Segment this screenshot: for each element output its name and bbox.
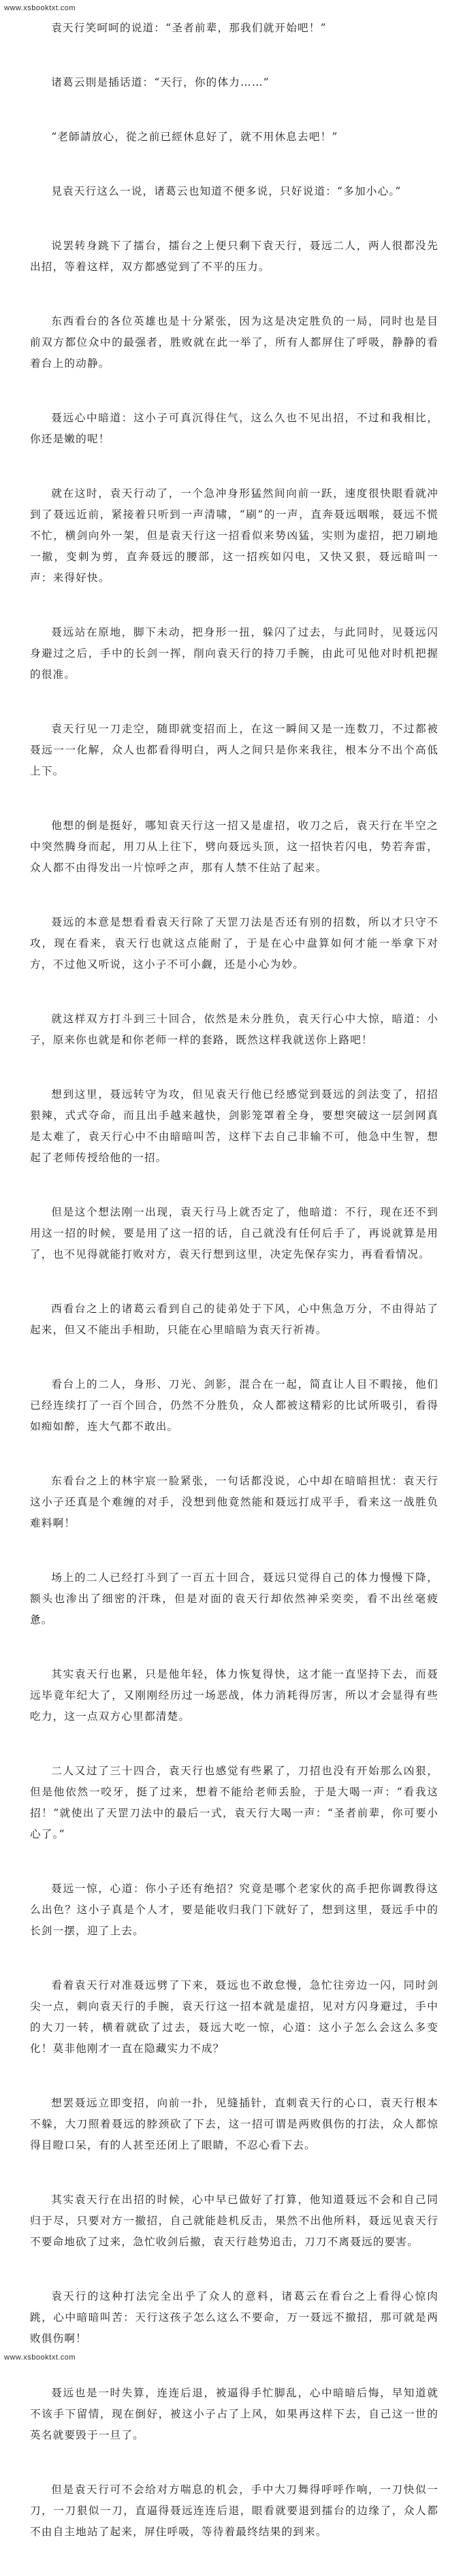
- paragraph: 就这样双方打斗到三十回合，依然是未分胜负，袁天行心中大惊，暗道：小子，原来你也就是和你老师一样的套路，既然这样我就送你上路吧！: [30, 1013, 438, 1046]
- paragraph: 说罢转身跳下了擂台，擂台之上便只剩下袁天行，聂远二人，两人很都没先出招，等着这样，双方都感觉到了不平的压力。: [30, 240, 438, 273]
- watermark-bottom: www.xsbooktxt.com: [4, 2353, 76, 2362]
- paragraph: 其实袁天行也累，只是他年轻，体力恢复得快，这才能一直坚持下去，而聂远毕竟年纪大了，又刚刚经历过一场恶战，体力消耗得厉害，所以才会显得有些吃力，这一点双方心里都清楚。: [30, 1668, 438, 1723]
- paragraph: 聂远的本意是想看看袁天行除了天罡刀法是否还有别的招数，所以才只守不攻，现在看来，袁天行也就这点能耐了，于是在心中盘算如何才能一举拿下对方，不过他又听说，这小子不可小觑，还是小心为妙。: [30, 916, 438, 971]
- paragraph: 场上的二人已经打斗到了一百五十回合，聂远只觉得自己的体力慢慢下降，额头也渗出了细密的汗珠，但是对面的袁天行却依然神采奕奕，看不出丝毫疲惫。: [30, 1571, 438, 1626]
- paragraph: 聂远一惊，心道：你小子还有绝招？究竟是哪个老家伙的高手把你调教得这么出色？这小子真是个人才，要是能收归我门下就好了，想到这里，聂远手中的长剑一摆，迎了上去。: [30, 1882, 438, 1937]
- paragraph: 袁天行的这种打法完全出乎了众人的意料，诸葛云在看台之上看得心惊肉跳，心中暗暗叫苦：天行这孩子怎么这么不要命，万一聂远不撤招，那可就是两败俱伤啊！: [30, 2290, 438, 2345]
- paragraph: 但是袁天行可不会给对方喘息的机会，手中大刀舞得呼呼作响，一刀快似一刀，一刀狠似一刀，直逼得聂远连连后退，眼看就要退到擂台的边缘了，众人都不由自主地站了起来，屏住呼吸，等待着最终结果的到来。: [30, 2483, 438, 2538]
- article-body: [30, 18, 438, 2576]
- paragraph: 看着袁天行对准聂远劈了下来，聂远也不敢怠慢，急忙往旁边一闪，同时剑尖一点，刺向袁天行的手腕，袁天行这一招本就是虚招，见对方闪身避过，手中的大刀一转，横着就砍了过去，聂远大吃一惊，心道：这小子怎么会这么多变化！莫非他刚才一直在隐藏实力不成？: [30, 1979, 438, 2055]
- paragraph: 想罢聂远立即变招，向前一扑，见缝插针，直刺袁天行的心口，袁天行根本不躲，大刀照着聂远的脖颈砍了下去，这一招可谓是两败俱伤的打法，众人都惊得目瞪口呆，有的人甚至还闭上了眼睛，不忍心看下去。: [30, 2097, 438, 2151]
- paragraph: 东西看台的各位英雄也是十分紧张，因为这是决定胜负的一局，同时也是目前双方都位众中的最强者，胜败就在此一举了，所有人都屏住了呼吸，静静的看着台上的动静。: [30, 315, 438, 370]
- paragraph: “老師請放心，從之前已經休息好了，就不用休息去吧！”: [51, 131, 338, 143]
- paragraph: 西看台之上的诸葛云看到自己的徒弟处于下风，心中焦急万分，不由得站了起来，但又不能出手相助，只能在心里暗暗为袁天行祈祷。: [30, 1303, 438, 1336]
- paragraph: 东看台之上的林宇宸一脸紧张，一句话都没说，心中却在暗暗担忧：袁天行这小子还真是个难缠的对手，没想到他竟然能和聂远打成平手，看来这一战胜负难料啊！: [30, 1475, 438, 1529]
- paragraph: 就在这时，袁天行动了，一个急冲身形猛然间向前一跃，速度很快眼看就冲到了聂远近前，紧接着只听到一声清啸，“刷”的一声，直奔聂远咽喉，聂远不慌不忙，横剑向外一架，但是袁天行这一招看似来势凶猛，实则为虚招，把刀刷地一撤，变刺为剪，直奔聂远的腰部，这一招疾如闪电，又快又狠，聂远暗叫一声：来得好快。: [30, 487, 438, 584]
- watermark-top: www.xsbooktxt.com: [4, 4, 76, 12]
- paragraph: 聂远也是一时失算，连连后退，被逼得手忙脚乱，心中暗暗后悔，早知道就不该手下留情，现在倒好，被这小子占了上风，如果再这样下去，自己这一世的英名就要毁于一旦了。: [30, 2387, 438, 2441]
- paragraph: 但是这个想法刚一出现，袁天行马上就否定了，他暗道：不行，现在还不到用这一招的时候，要是用了这一招的话，自己就没有任何后手了，再说就算是用了，也不见得就能打败对方，袁天行想到这里，决定先保存实力，再看看情况。: [30, 1206, 438, 1260]
- paragraph: 見袁天行这么一说，诸葛云也知道不便多说，只好说道：“多加小心。”: [51, 185, 402, 197]
- paragraph: 其实袁天行在出招的时候，心中早已做好了打算，他知道聂远不会和自己同归于尽，只要对方一撤招，自己就能趁机反击，果然不出他所料，聂远见袁天行不要命地砍了过来，急忙收剑后撤，袁天行趁势追击，刀刀不离聂远的要害。: [30, 2194, 438, 2248]
- paragraph: 聂远站在原地，脚下未动，把身形一扭，躲闪了过去，与此同时，见聂远闪身避过之后，手中的长剑一挥，削向袁天行的持刀手腕，由此可见他对时机把握的很准。: [30, 626, 438, 681]
- paragraph: 聂远心中暗道：这小子可真沉得住气，这么久也不见出招，不过和我相比，你还是嫩的呢！: [30, 412, 438, 445]
- paragraph: 袁天行见一刀走空，随即就变招而上，在这一瞬间又是一连数刀，不过都被聂远一一化解，众人也都看得明白，两人之间只是你来我往，根本分不出个高低上下。: [30, 723, 438, 777]
- paragraph: 二人又过了三十四合，袁天行也感觉有些累了，刀招也没有开始那么凶狠，但是他依然一咬牙，挺了过来，想着不能给老师丢脸，于是大喝一声：“看我这招！”就使出了天罡刀法中的最后一式，袁天行大喝一声：“圣者前辈，你可要小心了。”: [30, 1765, 438, 1840]
- paragraph: 诸葛云則是插话道：“天行，你的体力……”: [51, 76, 270, 88]
- paragraph: 看台上的二人，身形、刀光、剑影，混合在一起，简直让人目不暇接，他们已经连续打了一百个回合，仍然不分胜负，众人都被这精彩的比试所吸引，看得如痴如醉，连大气都不敢出。: [30, 1378, 438, 1433]
- paragraph: 想到这里，聂远转守为攻，但见袁天行他已经感觉到聂远的剑法变了，招招狠辣，式式夺命，而且出手越来越快，剑影笼罩着全身，要想突破这一层剑网真是太难了，袁天行心中不由暗暗叫苦，这样下去自己非输不可，他急中生智，想起了老师传授给他的一招。: [30, 1088, 438, 1164]
- paragraph: 袁天行笑呵呵的说道：“圣者前辈，那我们就开始吧！”: [51, 22, 327, 34]
- paragraph: 他想的倒是挺好，哪知袁天行这一招又是虚招，收刀之后，袁天行在半空之中突然腾身而起，用刀从上往下，劈向聂远头顶，这一招快若闪电，势若奔雷，众人都不由得发出一片惊呼之声，那有人禁不住站了起来。: [30, 819, 438, 874]
